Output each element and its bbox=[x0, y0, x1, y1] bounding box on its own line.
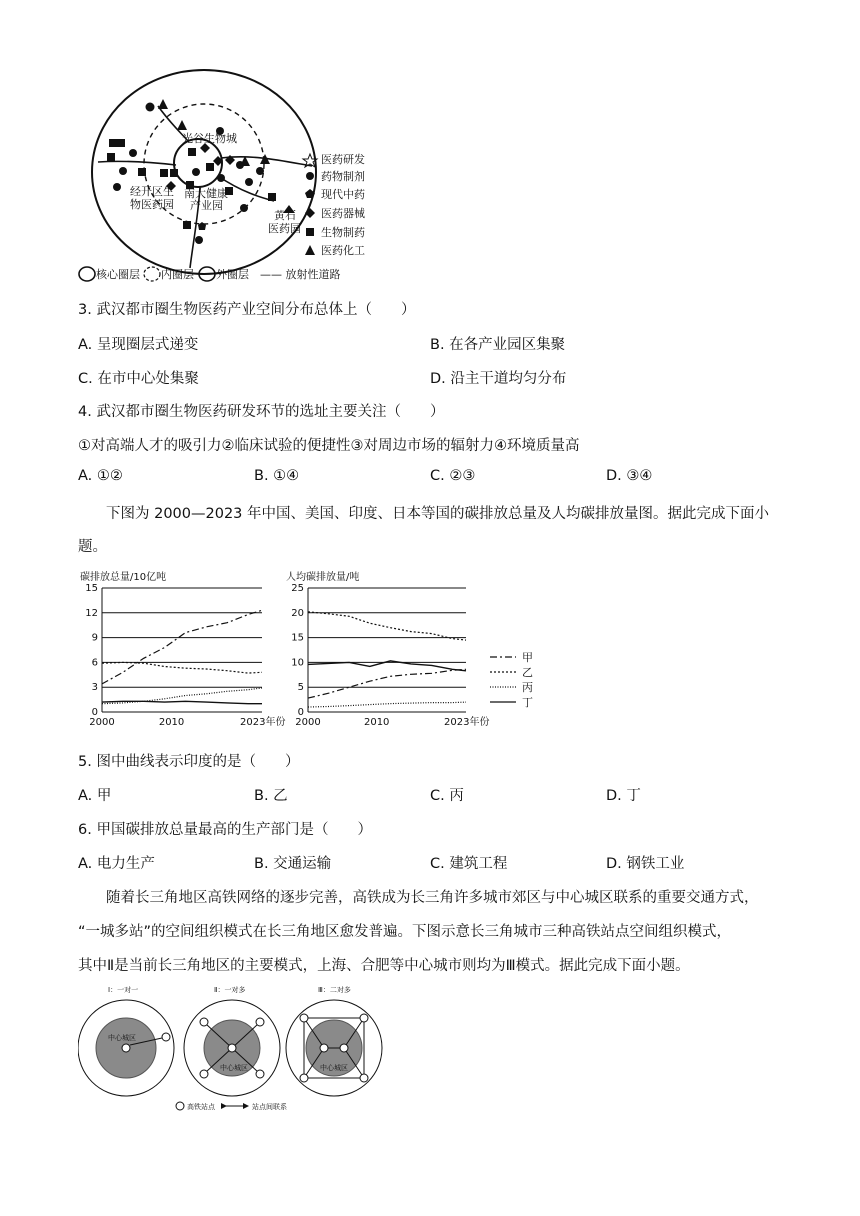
x-tick-label: 2000 bbox=[295, 717, 321, 728]
station-icon bbox=[122, 1044, 130, 1052]
x-tick-label: 2023年份 bbox=[240, 717, 286, 728]
station-icon bbox=[300, 1074, 308, 1082]
q6-option-c[interactable]: C. 建筑工程 bbox=[430, 856, 508, 872]
q4-option-b[interactable]: B. ①④ bbox=[254, 468, 300, 484]
station-icon bbox=[256, 1070, 264, 1078]
mode-2-center-label: 中心城区 bbox=[220, 1064, 248, 1072]
station-icon bbox=[228, 1044, 236, 1052]
legend-link-label: 站点间联系 bbox=[252, 1103, 287, 1111]
question-6-stem: 6. 甲国碳排放总量最高的生产部门是（ ） bbox=[78, 822, 372, 838]
legend-label: 医药研发 bbox=[321, 153, 365, 166]
legend-core-label: 核心圈层 bbox=[96, 268, 140, 281]
question-4-stem: 4. 武汉都市圈生物医药研发环节的选址主要关注（ ） bbox=[78, 404, 445, 420]
mode-1-title: Ⅰ：一对一 bbox=[108, 986, 139, 994]
q5-option-d[interactable]: D. 丁 bbox=[606, 788, 641, 804]
legend-label-丙: 丙 bbox=[522, 681, 533, 694]
y-tick-label: 5 bbox=[297, 682, 304, 694]
station-icon bbox=[162, 1033, 170, 1041]
industry-distribution-map bbox=[78, 68, 398, 284]
y-tick-label: 3 bbox=[91, 682, 98, 694]
y-tick-label: 15 bbox=[85, 583, 98, 594]
station-icon bbox=[320, 1044, 328, 1052]
y-tick-label: 10 bbox=[291, 657, 304, 669]
symbol-legend bbox=[303, 152, 365, 257]
mode-1-center-label: 中心城区 bbox=[108, 1034, 136, 1042]
intro-rail-line3: 其中Ⅱ是当前长三角地区的主要模式，上海、合肥等中心城市则均为Ⅲ模式。据此完成下面小题。 bbox=[78, 958, 690, 974]
rail-station-modes bbox=[78, 982, 418, 1116]
mode-2-title: Ⅱ：一对多 bbox=[214, 986, 246, 994]
legend-label: 生物制药 bbox=[321, 226, 365, 239]
legend-outer-label: 外圈层 bbox=[216, 268, 249, 281]
legend-label-丁: 丁 bbox=[522, 696, 533, 709]
legend-label-乙: 乙 bbox=[522, 666, 533, 679]
label-nanda-1: 南大健康 bbox=[184, 187, 228, 200]
x-tick-label: 2010 bbox=[158, 717, 185, 728]
chart-2-ylabel: 人均碳排放量/吨 bbox=[286, 572, 360, 583]
label-jingkai-2: 物医药园 bbox=[130, 198, 174, 211]
legend-label: 医药化工 bbox=[321, 244, 365, 257]
mode-3-diagram bbox=[286, 1000, 382, 1096]
label-nanda-2: 产业园 bbox=[190, 199, 223, 212]
core-ring bbox=[174, 139, 222, 187]
q4-option-a[interactable]: A. ①② bbox=[78, 468, 123, 484]
mode-1-diagram bbox=[78, 1000, 174, 1096]
q6-option-a[interactable]: A. 电力生产 bbox=[78, 856, 155, 872]
legend-inner-label: 内圈层 bbox=[161, 268, 194, 281]
question-3-stem: 3. 武汉都市圈生物医药产业空间分布总体上（ ） bbox=[78, 302, 416, 318]
label-huangshi-1: 黄石 bbox=[274, 209, 296, 222]
legend-road-label: —— 放射性道路 bbox=[260, 268, 341, 281]
q3-option-b[interactable]: B. 在各产业园区集聚 bbox=[430, 337, 566, 353]
core-ring-icon bbox=[79, 267, 95, 281]
circle-icon bbox=[306, 172, 314, 180]
y-tick-label: 25 bbox=[291, 583, 304, 594]
label-guanggu: 光谷生物城 bbox=[182, 132, 237, 145]
station-icon bbox=[300, 1014, 308, 1022]
x-tick-label: 2000 bbox=[89, 717, 115, 728]
station-icon bbox=[200, 1070, 208, 1078]
station-icon bbox=[360, 1014, 368, 1022]
q6-option-b[interactable]: B. 交通运输 bbox=[254, 856, 332, 872]
station-icon bbox=[340, 1044, 348, 1052]
mode-2-diagram bbox=[184, 1000, 280, 1096]
series-line-丙 bbox=[308, 702, 466, 707]
question-5-stem: 5. 图中曲线表示印度的是（ ） bbox=[78, 754, 300, 770]
label-jingkai-1: 经开区生 bbox=[130, 185, 174, 198]
y-tick-label: 12 bbox=[85, 607, 98, 619]
y-tick-label: 0 bbox=[91, 707, 98, 718]
legend-label: 药物制剂 bbox=[321, 170, 365, 183]
question-4-items: ①对高端人才的吸引力②临床试验的便捷性③对周边市场的辐射力④环境质量高 bbox=[78, 438, 580, 454]
series-line-乙 bbox=[102, 662, 262, 673]
intro-rail-line1: 随着长三角地区高铁网络的逐步完善，高铁成为长三角许多城市郊区与中心城区联系的重要交通方式， bbox=[106, 890, 759, 906]
q3-option-c[interactable]: C. 在市中心处集聚 bbox=[78, 371, 199, 387]
station-icon bbox=[200, 1018, 208, 1026]
legend-station-label: 高铁站点 bbox=[187, 1103, 215, 1111]
legend-label: 医药器械 bbox=[321, 207, 365, 220]
triangle-icon bbox=[305, 245, 315, 255]
chart-1-ylabel: 碳排放总量/10亿吨 bbox=[80, 572, 167, 583]
x-tick-label: 2023年份 bbox=[444, 717, 490, 728]
station-legend-icon bbox=[176, 1102, 184, 1110]
y-tick-label: 15 bbox=[291, 632, 304, 644]
q3-option-a[interactable]: A. 呈现圈层式递变 bbox=[78, 337, 199, 353]
series-line-甲 bbox=[308, 669, 466, 698]
intro-carbon-line2: 题。 bbox=[78, 539, 107, 555]
y-tick-label: 0 bbox=[297, 707, 304, 718]
series-line-乙 bbox=[308, 612, 466, 640]
carbon-emission-charts bbox=[76, 568, 546, 740]
station-legend bbox=[176, 1102, 287, 1111]
intro-carbon-line1: 下图为 2000—2023 年中国、美国、印度、日本等国的碳排放总量及人均碳排放量图。据此完成下面小 bbox=[106, 506, 770, 522]
q5-option-b[interactable]: B. 乙 bbox=[254, 788, 288, 804]
x-tick-label: 2010 bbox=[363, 717, 390, 728]
intro-rail-line2: “一城多站”的空间组织模式在长三角地区愈发普遍。下图示意长三角城市三种高铁站点空间组织模式， bbox=[78, 924, 732, 940]
q4-option-c[interactable]: C. ②③ bbox=[430, 468, 476, 484]
square-icon bbox=[306, 228, 314, 236]
series-line-甲 bbox=[102, 610, 262, 684]
legend-label: 现代中药 bbox=[321, 188, 365, 201]
q5-option-a[interactable]: A. 甲 bbox=[78, 788, 112, 804]
q6-option-d[interactable]: D. 钢铁工业 bbox=[606, 856, 685, 872]
enterprise-symbols bbox=[107, 99, 295, 244]
y-tick-label: 9 bbox=[91, 632, 98, 644]
q5-option-c[interactable]: C. 丙 bbox=[430, 788, 464, 804]
mode-3-title: Ⅲ：二对多 bbox=[318, 986, 351, 994]
q4-option-d[interactable]: D. ③④ bbox=[606, 468, 653, 484]
station-icon bbox=[360, 1074, 368, 1082]
station-icon bbox=[256, 1018, 264, 1026]
label-huangshi-2: 医药园 bbox=[268, 222, 301, 235]
inner-ring-icon bbox=[144, 267, 160, 281]
diamond-icon bbox=[305, 208, 315, 218]
mode-3-center-label: 中心城区 bbox=[320, 1064, 348, 1072]
y-tick-label: 20 bbox=[291, 607, 304, 619]
q3-option-d[interactable]: D. 沿主干道均匀分布 bbox=[430, 371, 567, 387]
y-tick-label: 6 bbox=[91, 657, 98, 669]
series-line-丁 bbox=[102, 701, 262, 703]
legend-label-甲: 甲 bbox=[522, 651, 533, 664]
